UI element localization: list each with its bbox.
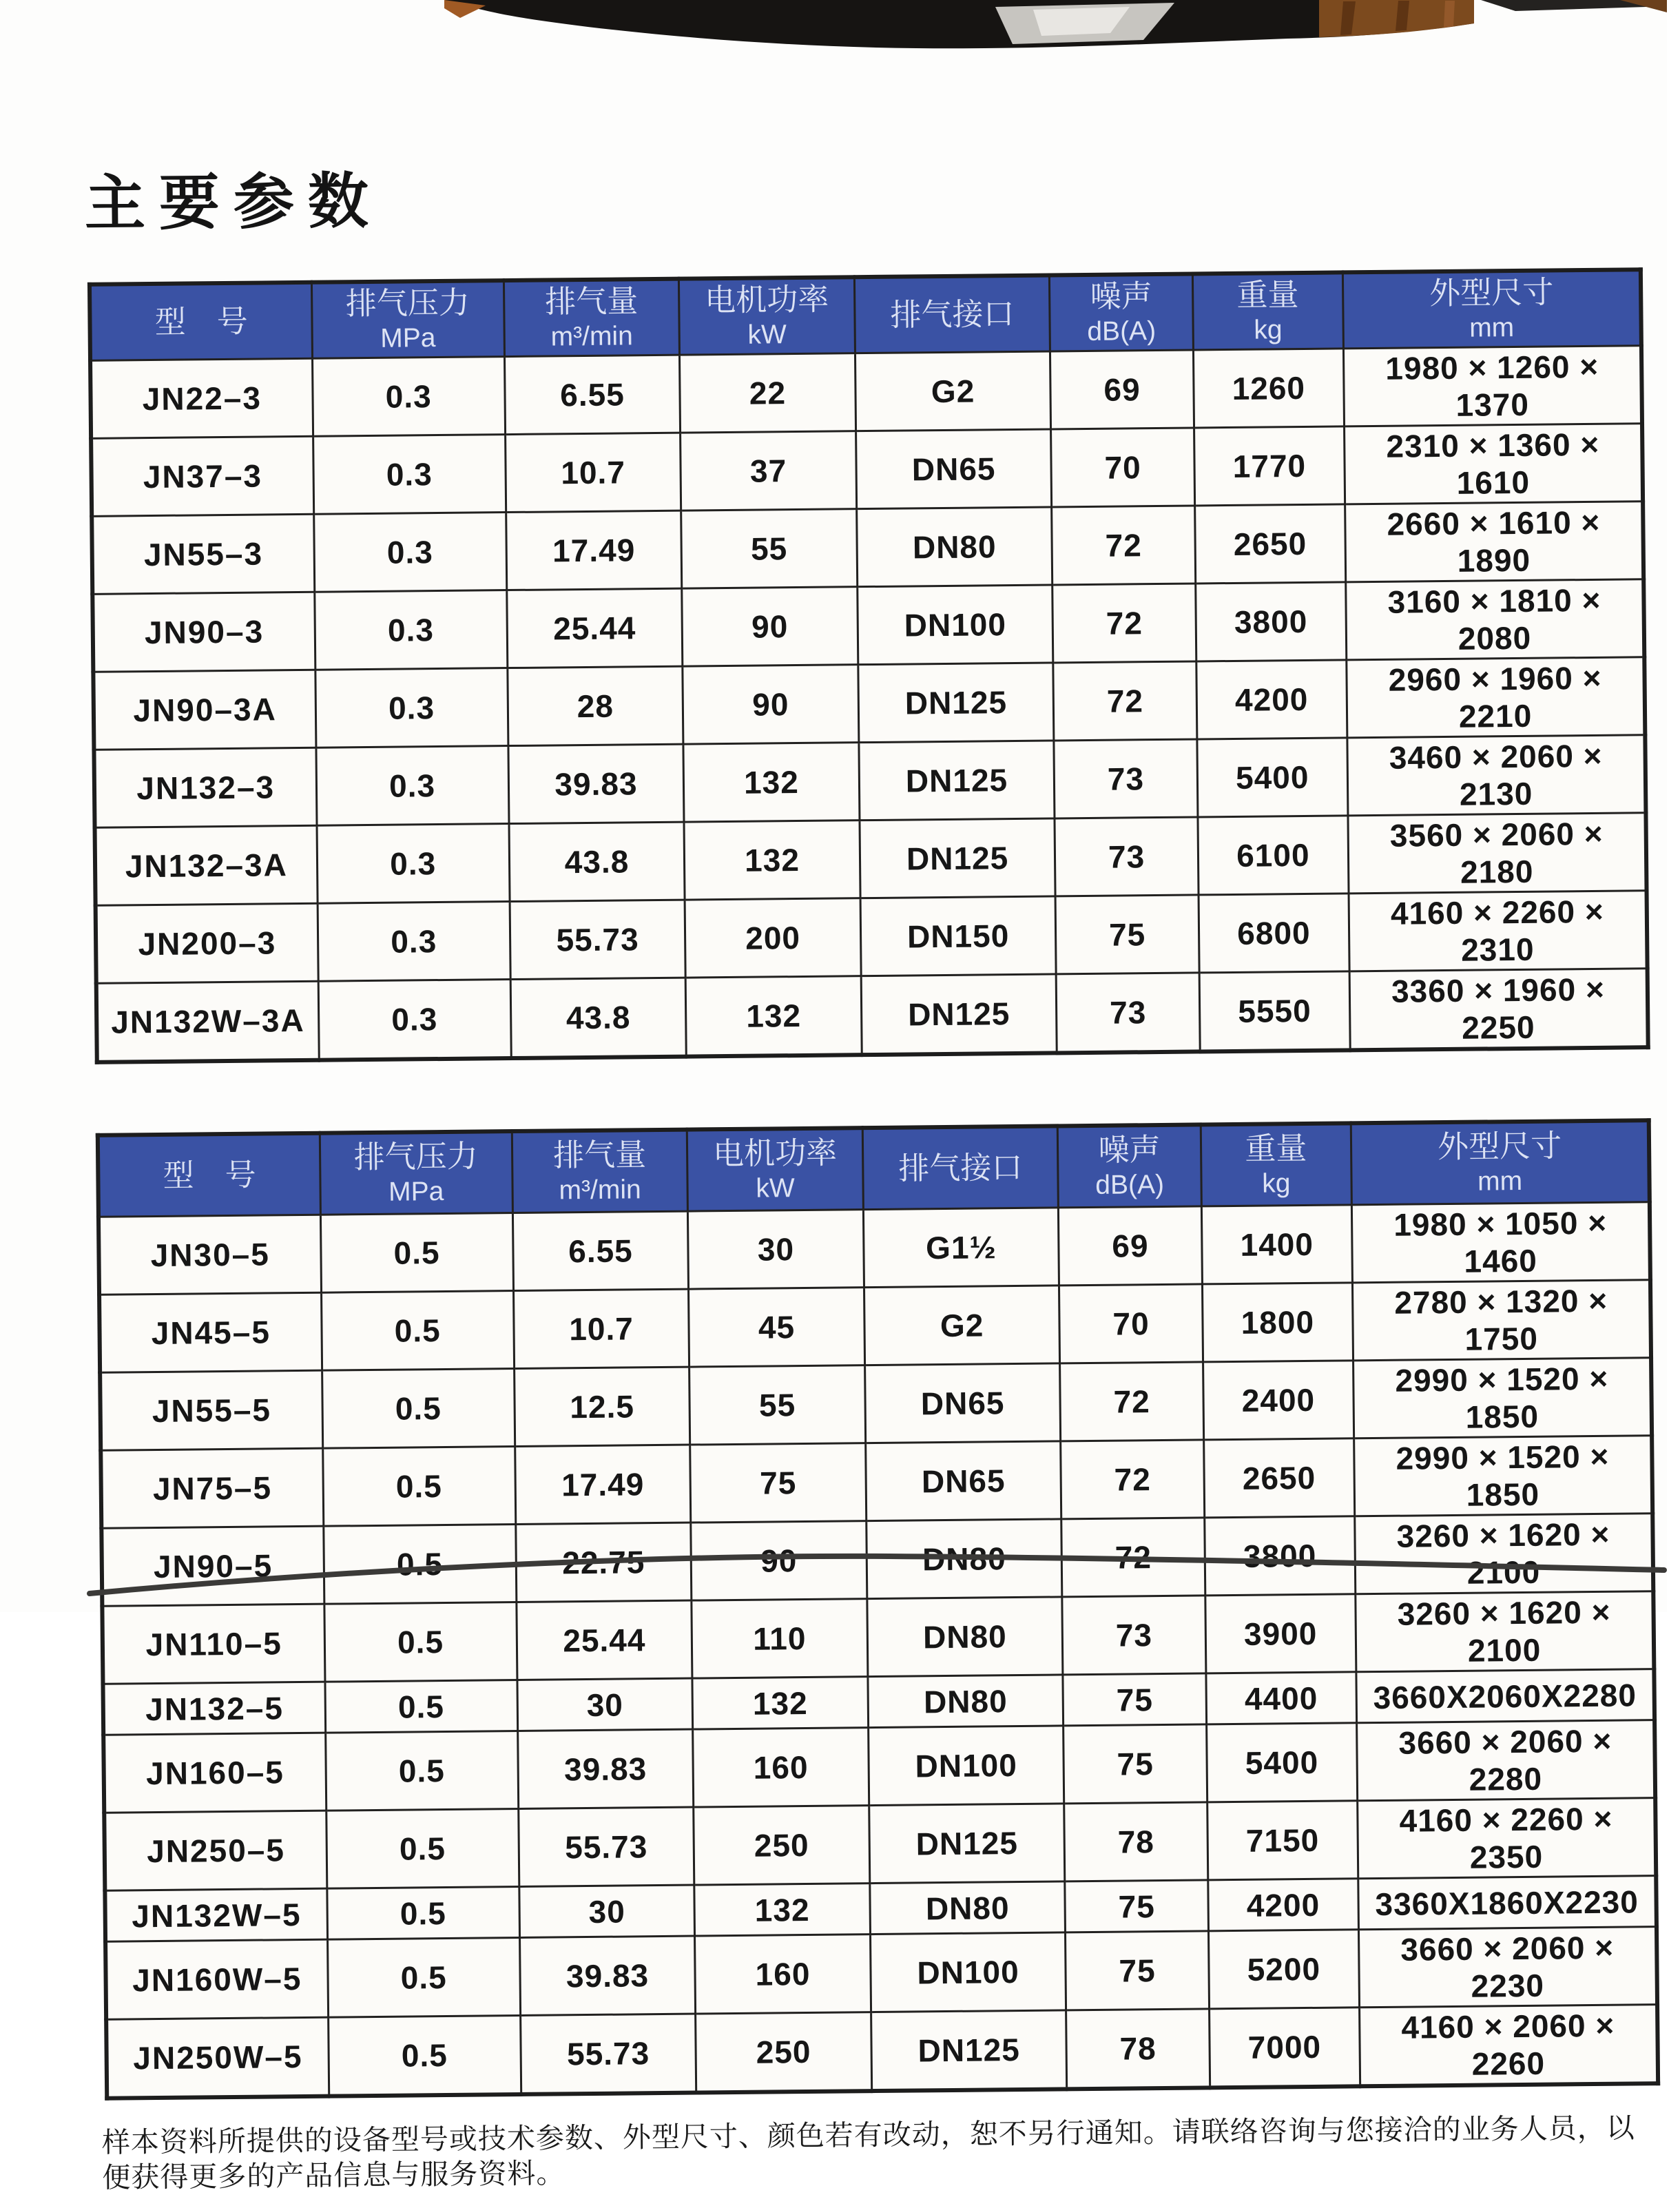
value-cell: G2 <box>864 1286 1060 1365</box>
value-cell: 5400 <box>1206 1723 1358 1802</box>
value-cell: 10.7 <box>505 433 681 512</box>
column-header: 排气压力 MPa <box>320 1131 512 1215</box>
value-cell: 72 <box>1061 1440 1204 1519</box>
header-row <box>90 269 1641 360</box>
value-cell: 3560 × 2060 × 2180 <box>1348 813 1647 894</box>
value-cell: 0.3 <box>315 746 508 826</box>
model-cell: JN160–5 <box>103 1733 326 1813</box>
model-cell: JN90–3 <box>92 592 315 672</box>
value-cell: 90 <box>682 587 858 666</box>
model-cell: JN55–3 <box>92 514 314 594</box>
value-cell: 3660 × 2060 × 2280 <box>1357 1720 1656 1801</box>
value-cell: 7150 <box>1207 1801 1358 1880</box>
model-cell: JN90–5 <box>101 1526 324 1606</box>
value-cell: 55.73 <box>510 900 686 979</box>
value-cell: 55.73 <box>520 2014 696 2094</box>
value-cell: DN150 <box>860 896 1057 976</box>
value-cell: 132 <box>694 1884 870 1936</box>
value-cell: 132 <box>685 976 862 1057</box>
value-cell: 70 <box>1051 428 1194 507</box>
value-cell: DN65 <box>855 429 1052 509</box>
value-cell: 0.5 <box>321 1291 514 1371</box>
value-cell: 75 <box>1065 1880 1208 1932</box>
value-cell: 55 <box>689 1365 866 1445</box>
value-cell: 3360X1860X2230 <box>1358 1876 1657 1930</box>
value-cell: 72 <box>1060 1362 1203 1441</box>
value-cell: 0.3 <box>312 357 505 437</box>
model-cell: JN132–3 <box>94 747 316 827</box>
value-cell: 132 <box>684 821 860 900</box>
value-cell: 25.44 <box>517 1600 693 1680</box>
column-header: 排气接口 <box>854 275 1050 353</box>
value-cell: 2650 <box>1194 504 1346 584</box>
value-cell: 110 <box>692 1599 868 1678</box>
column-header: 电机功率 kW <box>679 277 855 355</box>
model-cell: JN37–3 <box>91 436 313 516</box>
column-header: 型 号 <box>98 1133 320 1217</box>
model-cell: JN160W–5 <box>105 1939 328 2019</box>
value-cell: 3800 <box>1204 1516 1356 1596</box>
value-cell: 1400 <box>1201 1205 1353 1284</box>
table-row <box>105 1927 1657 2020</box>
value-cell: DN80 <box>868 1675 1064 1728</box>
page-fold-line <box>0 1512 1667 1612</box>
value-cell: 5550 <box>1199 971 1351 1052</box>
model-cell: JN132–3A <box>95 825 318 905</box>
value-cell: 28 <box>508 666 684 745</box>
table-row <box>98 1202 1650 1295</box>
value-cell: DN80 <box>856 507 1052 587</box>
table-row <box>104 1798 1656 1891</box>
value-cell: DN125 <box>859 741 1055 821</box>
value-cell: 12.5 <box>514 1367 690 1446</box>
value-cell: 72 <box>1052 584 1196 663</box>
table-row <box>103 1720 1655 1813</box>
value-cell: 0.3 <box>318 980 511 1060</box>
table-row <box>96 891 1648 984</box>
value-cell: 0.5 <box>323 1525 516 1605</box>
value-cell: 69 <box>1059 1206 1202 1286</box>
value-cell: 39.83 <box>508 744 685 823</box>
value-cell: DN125 <box>869 1804 1065 1884</box>
value-cell: 5400 <box>1197 738 1349 817</box>
value-cell: 3460 × 2060 × 2130 <box>1347 735 1646 816</box>
value-cell: 43.8 <box>510 978 687 1058</box>
column-header: 外型尺寸 mm <box>1351 1120 1650 1205</box>
value-cell: 2990 × 1520 × 1850 <box>1354 1436 1653 1516</box>
value-cell: 0.5 <box>322 1447 515 1527</box>
value-cell: 78 <box>1064 1802 1207 1881</box>
value-cell: 30 <box>688 1210 864 1289</box>
column-header: 排气接口 <box>862 1126 1059 1209</box>
photo-background-top <box>0 0 1667 96</box>
footnote-text: 样本资料所提供的设备型号或技术参数、外型尺寸、颜色若有改动，恕不另行通知。请联络咨询与您接洽的业务人员，以便获得更多的产品信息与服务资料。 <box>101 2112 1635 2194</box>
table-row <box>100 1358 1652 1451</box>
value-cell: 1980 × 1050 × 1460 <box>1351 1202 1650 1283</box>
table-row <box>94 735 1646 828</box>
value-cell: 0.3 <box>315 668 508 748</box>
value-cell: 4200 <box>1196 660 1347 739</box>
column-header: 外型尺寸 mm <box>1342 269 1641 349</box>
value-cell: 39.83 <box>519 1936 696 2015</box>
value-cell: DN125 <box>861 974 1057 1055</box>
value-cell: 0.5 <box>324 1680 517 1733</box>
value-cell: DN125 <box>871 2010 1067 2091</box>
value-cell: 55 <box>681 509 858 588</box>
table-row <box>90 346 1642 439</box>
value-cell: 0.5 <box>325 1731 518 1811</box>
table-row <box>93 657 1645 750</box>
value-cell: DN125 <box>860 818 1056 898</box>
value-cell: DN125 <box>858 663 1055 743</box>
value-cell: DN80 <box>867 1597 1064 1677</box>
column-header: 型 号 <box>90 282 312 361</box>
model-cell: JN250W–5 <box>106 2017 329 2098</box>
value-cell: DN65 <box>865 1441 1061 1521</box>
value-cell: 75 <box>1063 1673 1206 1726</box>
value-cell: 1800 <box>1202 1283 1354 1362</box>
column-header: 电机功率 kW <box>687 1128 864 1211</box>
value-cell: 3660X2060X2280 <box>1356 1669 1655 1723</box>
value-cell: 0.3 <box>314 590 507 670</box>
value-cell: 132 <box>683 743 860 822</box>
value-cell: 3660 × 2060 × 2230 <box>1359 1927 1658 2008</box>
value-cell: 3800 <box>1195 582 1347 661</box>
value-cell: DN65 <box>864 1363 1061 1443</box>
value-cell: 0.3 <box>317 824 510 904</box>
value-cell: 1260 <box>1193 349 1345 428</box>
header-row <box>98 1120 1650 1217</box>
value-cell: DN100 <box>870 1932 1066 2012</box>
column-header: 重量 kg <box>1192 272 1343 350</box>
table-row <box>91 424 1643 517</box>
value-cell: 4400 <box>1206 1672 1357 1724</box>
column-header: 排气压力 MPa <box>311 280 504 358</box>
model-cell: JN132–5 <box>103 1682 325 1735</box>
value-cell: 132 <box>692 1677 868 1729</box>
spec-table-03mpa <box>87 267 1650 1064</box>
value-cell: DN80 <box>866 1519 1062 1599</box>
value-cell: 90 <box>691 1521 867 1600</box>
page-title: 主要参数 <box>84 166 383 238</box>
table-row <box>95 813 1647 906</box>
value-cell: 3260 × 1620 × 2100 <box>1355 1514 1654 1594</box>
value-cell: 30 <box>519 1885 695 1937</box>
column-header: 噪声 dB(A) <box>1050 274 1193 351</box>
value-cell: 0.3 <box>313 513 506 592</box>
value-cell: 72 <box>1053 661 1196 741</box>
value-cell: DN100 <box>868 1726 1064 1806</box>
value-cell: 73 <box>1054 739 1197 818</box>
model-cell: JN22–3 <box>90 358 313 438</box>
value-cell: 0.5 <box>327 1937 520 2017</box>
value-cell: 0.5 <box>326 1886 519 1939</box>
model-cell: JN132W–3A <box>96 981 319 1062</box>
model-cell: JN90–3A <box>93 670 315 750</box>
value-cell: 17.49 <box>515 1445 691 1524</box>
value-cell: 6800 <box>1199 894 1350 973</box>
value-cell: 75 <box>690 1443 867 1523</box>
model-cell: JN200–3 <box>96 903 318 983</box>
value-cell: 0.3 <box>318 902 510 982</box>
value-cell: 6.55 <box>504 355 681 434</box>
value-cell: 5200 <box>1208 1930 1360 2009</box>
table-row <box>96 969 1648 1062</box>
value-cell: 0.5 <box>324 1602 517 1682</box>
value-cell: 17.49 <box>506 510 682 590</box>
value-cell: 4200 <box>1207 1879 1358 1931</box>
value-cell: G2 <box>855 351 1051 431</box>
value-cell: 22 <box>680 353 856 433</box>
model-cell: JN110–5 <box>102 1604 324 1684</box>
value-cell: DN80 <box>869 1881 1065 1935</box>
value-cell: 0.5 <box>326 1808 519 1888</box>
value-cell: 37 <box>681 431 857 510</box>
value-cell: 4160 × 2060 × 2260 <box>1360 2005 1659 2087</box>
value-cell: 73 <box>1062 1596 1205 1675</box>
model-cell: JN132W–5 <box>105 1888 327 1941</box>
value-cell: 2780 × 1320 × 1750 <box>1353 1280 1652 1361</box>
value-cell: 0.3 <box>313 435 506 515</box>
value-cell: 75 <box>1056 895 1199 974</box>
model-cell: JN45–5 <box>99 1292 322 1372</box>
value-cell: 2660 × 1610 × 1890 <box>1345 502 1644 582</box>
value-cell: 160 <box>695 1935 871 2014</box>
value-cell: 73 <box>1055 817 1198 896</box>
value-cell: 3160 × 1810 × 2080 <box>1346 579 1645 660</box>
value-cell: 1980 × 1260 × 1370 <box>1344 346 1643 426</box>
value-cell: 6.55 <box>512 1211 689 1290</box>
table-row <box>92 502 1643 595</box>
value-cell: 6100 <box>1198 816 1349 895</box>
model-cell: JN250–5 <box>104 1811 326 1890</box>
value-cell: 72 <box>1052 506 1195 585</box>
value-cell: 2400 <box>1203 1361 1354 1440</box>
value-cell: 2960 × 1960 × 2210 <box>1347 657 1646 738</box>
value-cell: 75 <box>1064 1724 1207 1804</box>
value-cell: 250 <box>696 2012 872 2093</box>
value-cell: 45 <box>689 1288 865 1367</box>
value-cell: 43.8 <box>509 822 685 901</box>
value-cell: 2650 <box>1203 1438 1355 1518</box>
table-row <box>99 1280 1651 1373</box>
value-cell: 250 <box>694 1806 870 1885</box>
column-header: 噪声 dB(A) <box>1058 1124 1201 1207</box>
value-cell: 4160 × 2260 × 2350 <box>1358 1798 1657 1879</box>
value-cell: 200 <box>685 898 861 978</box>
value-cell: 73 <box>1057 973 1200 1053</box>
value-cell: 22.75 <box>516 1523 692 1602</box>
value-cell: 160 <box>693 1728 869 1807</box>
value-cell: 70 <box>1059 1284 1203 1363</box>
value-cell: 4160 × 2260 × 2310 <box>1349 891 1648 971</box>
value-cell: G1½ <box>863 1208 1059 1288</box>
value-cell: 0.5 <box>322 1369 515 1449</box>
value-cell: 0.5 <box>328 2015 521 2096</box>
value-cell: 90 <box>683 665 859 744</box>
value-cell: 7000 <box>1209 2008 1360 2088</box>
value-cell: 3900 <box>1205 1594 1356 1673</box>
value-cell: 0.5 <box>320 1213 513 1293</box>
value-cell: 30 <box>517 1678 693 1731</box>
value-cell: 72 <box>1061 1518 1205 1597</box>
value-cell: 25.44 <box>507 588 683 668</box>
model-cell: JN55–5 <box>100 1370 322 1450</box>
value-cell: 2990 × 1520 × 1850 <box>1354 1358 1652 1438</box>
value-cell: 3260 × 1620 × 2100 <box>1356 1591 1655 1672</box>
table-row <box>106 2005 1658 2098</box>
column-header: 重量 kg <box>1201 1123 1352 1206</box>
value-cell: 2310 × 1360 × 1610 <box>1345 424 1643 504</box>
column-header: 排气量 m³/min <box>504 279 680 357</box>
value-cell: 10.7 <box>513 1289 689 1368</box>
value-cell: 69 <box>1050 350 1194 429</box>
value-cell: 78 <box>1066 2009 1210 2089</box>
table-row <box>92 579 1644 672</box>
value-cell: 1770 <box>1194 426 1345 506</box>
value-cell: DN100 <box>857 585 1053 665</box>
model-cell: JN75–5 <box>101 1448 323 1528</box>
column-header: 排气量 m³/min <box>512 1130 688 1213</box>
model-cell: JN30–5 <box>98 1215 321 1295</box>
value-cell: 55.73 <box>518 1807 694 1886</box>
value-cell: 39.83 <box>517 1729 694 1808</box>
value-cell: 75 <box>1066 1931 1209 2010</box>
value-cell: 3360 × 1960 × 2250 <box>1349 969 1648 1051</box>
